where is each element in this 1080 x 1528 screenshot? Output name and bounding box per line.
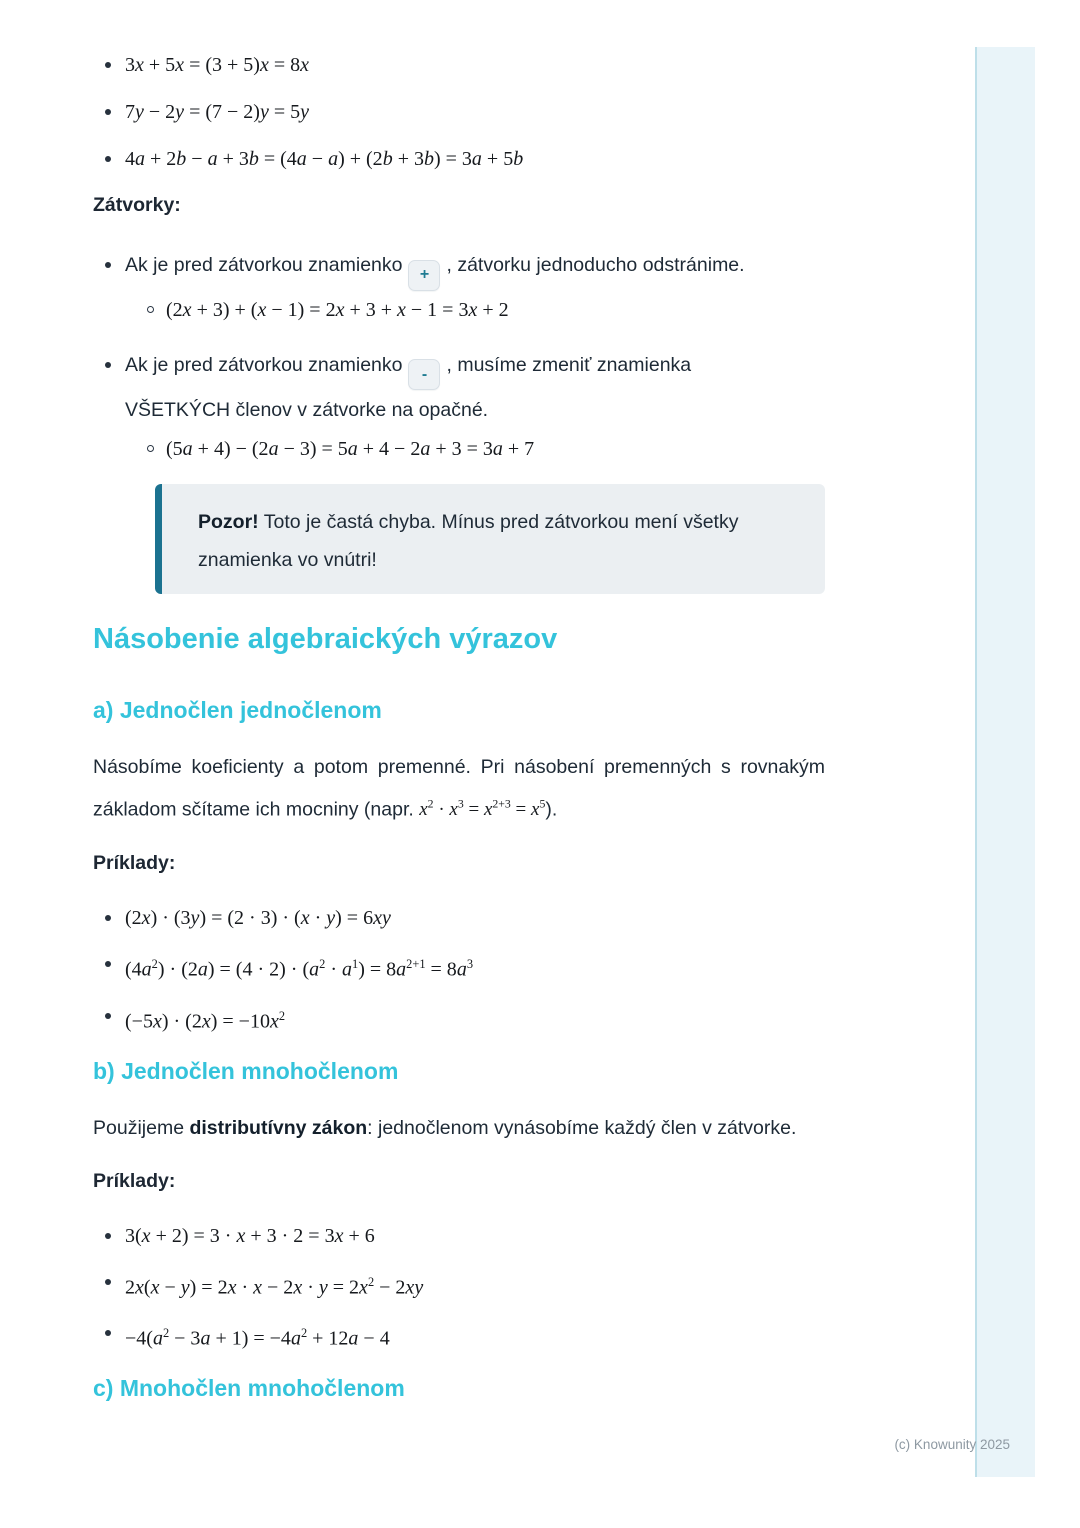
rule-text-before: Ak je pred zátvorkou znamienko [125,254,403,276]
paragraph-text: Násobíme koeficienty a potom premenné. Pri násobení premenných s rovnakým základom sčítame ich mocniny (napr. [93,756,825,821]
bullet-icon [105,1279,111,1285]
bullet-icon [105,1013,111,1019]
rule-text-after: , zátvorku jednoducho odstránime. [446,254,745,276]
warning-callout [155,484,825,594]
math-formula: 3(x + 2) = 3 · x + 3 · 2 = 3x + 6 [125,1224,375,1247]
bullet-icon [105,362,111,368]
subsection-a-heading: a) Jednočlen jednočlenom [93,697,382,723]
paragraph-bold: distributívny zákon [189,1116,368,1139]
rule-minus-text [125,345,785,431]
bullet-icon [105,1233,111,1239]
paragraph-start: Použijeme [93,1116,185,1139]
examples-label: Príklady: [93,852,176,875]
bullet-icon [105,262,111,268]
examples-list-a [93,903,825,1036]
footer-copyright: (c) Knowunity 2025 [894,1437,1010,1452]
math-example-item [137,432,785,466]
bullet-icon [105,961,111,967]
callout-text [198,503,795,579]
examples-label: Príklady: [93,1169,176,1192]
circle-bullet-icon [147,306,154,313]
plus-sign-badge [408,260,440,291]
math-formula: $2x(x - y) = 2x \cdot x - 2x \cdot y = 2x^2 - 2xy$ [125,1274,424,1299]
subsection-c-heading: c) Mnohočlen mnohočlenom [93,1374,405,1401]
intro-example-list [93,52,825,172]
math-example-item [93,1318,825,1354]
minus-sign: - [421,365,428,383]
math-example-item [137,293,785,327]
math-formula: 3x + 5x = (3 + 5)x = 8x [125,54,310,76]
rule-plus-text [125,245,785,291]
bullet-icon [105,156,111,162]
bullet-icon [105,915,111,921]
paragraph-end: ). [545,798,558,821]
rule-text-after: , musíme zmeniť znamienka VŠETKÝCH členov v zátvorke na opačné. [125,353,692,421]
math-example-item [93,949,825,985]
bracket-rules-list [93,245,825,466]
math-example-item [93,1001,825,1037]
math-example-item [93,1221,825,1251]
rule-text-before: Ak je pred zátvorkou znamienko [125,353,403,376]
math-formula: (2x + 3) + (x − 1) = 2x + 3 + x − 1 = 3x + 2 [166,298,509,321]
circle-bullet-icon [147,445,154,452]
callout-title: Pozor! [198,511,259,533]
math-formula: $-4(a^2 - 3a + 1) = -4a^2 + 12a - 4$ [125,1326,390,1350]
math-example-item [93,146,825,172]
examples-list-b [93,1221,825,1354]
bullet-icon [105,62,111,68]
math-formula: $(4a^2) \cdot (2a) = (4 \cdot 2) \cdot (a^2 \cdot a^1) = 8a^{2+1} = 8a^3$ [125,957,474,981]
math-example-item [93,903,825,933]
bullet-icon [105,109,111,115]
minus-sign-badge [408,359,440,390]
callout-body: Toto je častá chyba. Mínus pred zátvorkou mení všetky znamienka vo vnútri! [198,511,739,571]
bullet-icon [105,1330,111,1336]
rule-minus [93,345,825,467]
plus-sign: + [419,266,430,283]
subsection-b-paragraph [93,1109,825,1147]
section-title-multiplication: Násobenie algebraických výrazov [93,623,558,655]
math-formula: $(-5x) \cdot (2x) = -10x^2$ [125,1008,286,1033]
math-formula: 7y − 2y = (7 − 2)y = 5y [125,101,310,123]
math-example-item [93,99,825,125]
rule-plus [93,245,825,327]
math-example-item [93,52,825,78]
subsection-a-paragraph [93,748,825,829]
brackets-heading: Zátvorky: [93,194,181,216]
math-formula: (5a + 4) − (2a − 3) = 5a + 4 − 2a + 3 = 3a + 7 [166,438,535,460]
subsection-b-heading: b) Jednočlen mnohočlenom [93,1057,399,1084]
math-formula: 4a + 2b − a + 3b = (4a − a) + (2b + 3b) = 3a + 5b [125,148,524,170]
document-page [93,0,825,1402]
paragraph-rest: : jednočlenom vynásobíme každý člen v zátvorke. [367,1116,797,1139]
page-edge-bar [975,47,1035,1477]
inline-math: $x^2 \cdot x^3 = x^{2+3} = x^5$ [419,798,546,821]
math-example-item [93,1267,825,1303]
math-formula: (2x) · (3y) = (2 · 3) · (x · y) = 6xy [125,907,391,930]
